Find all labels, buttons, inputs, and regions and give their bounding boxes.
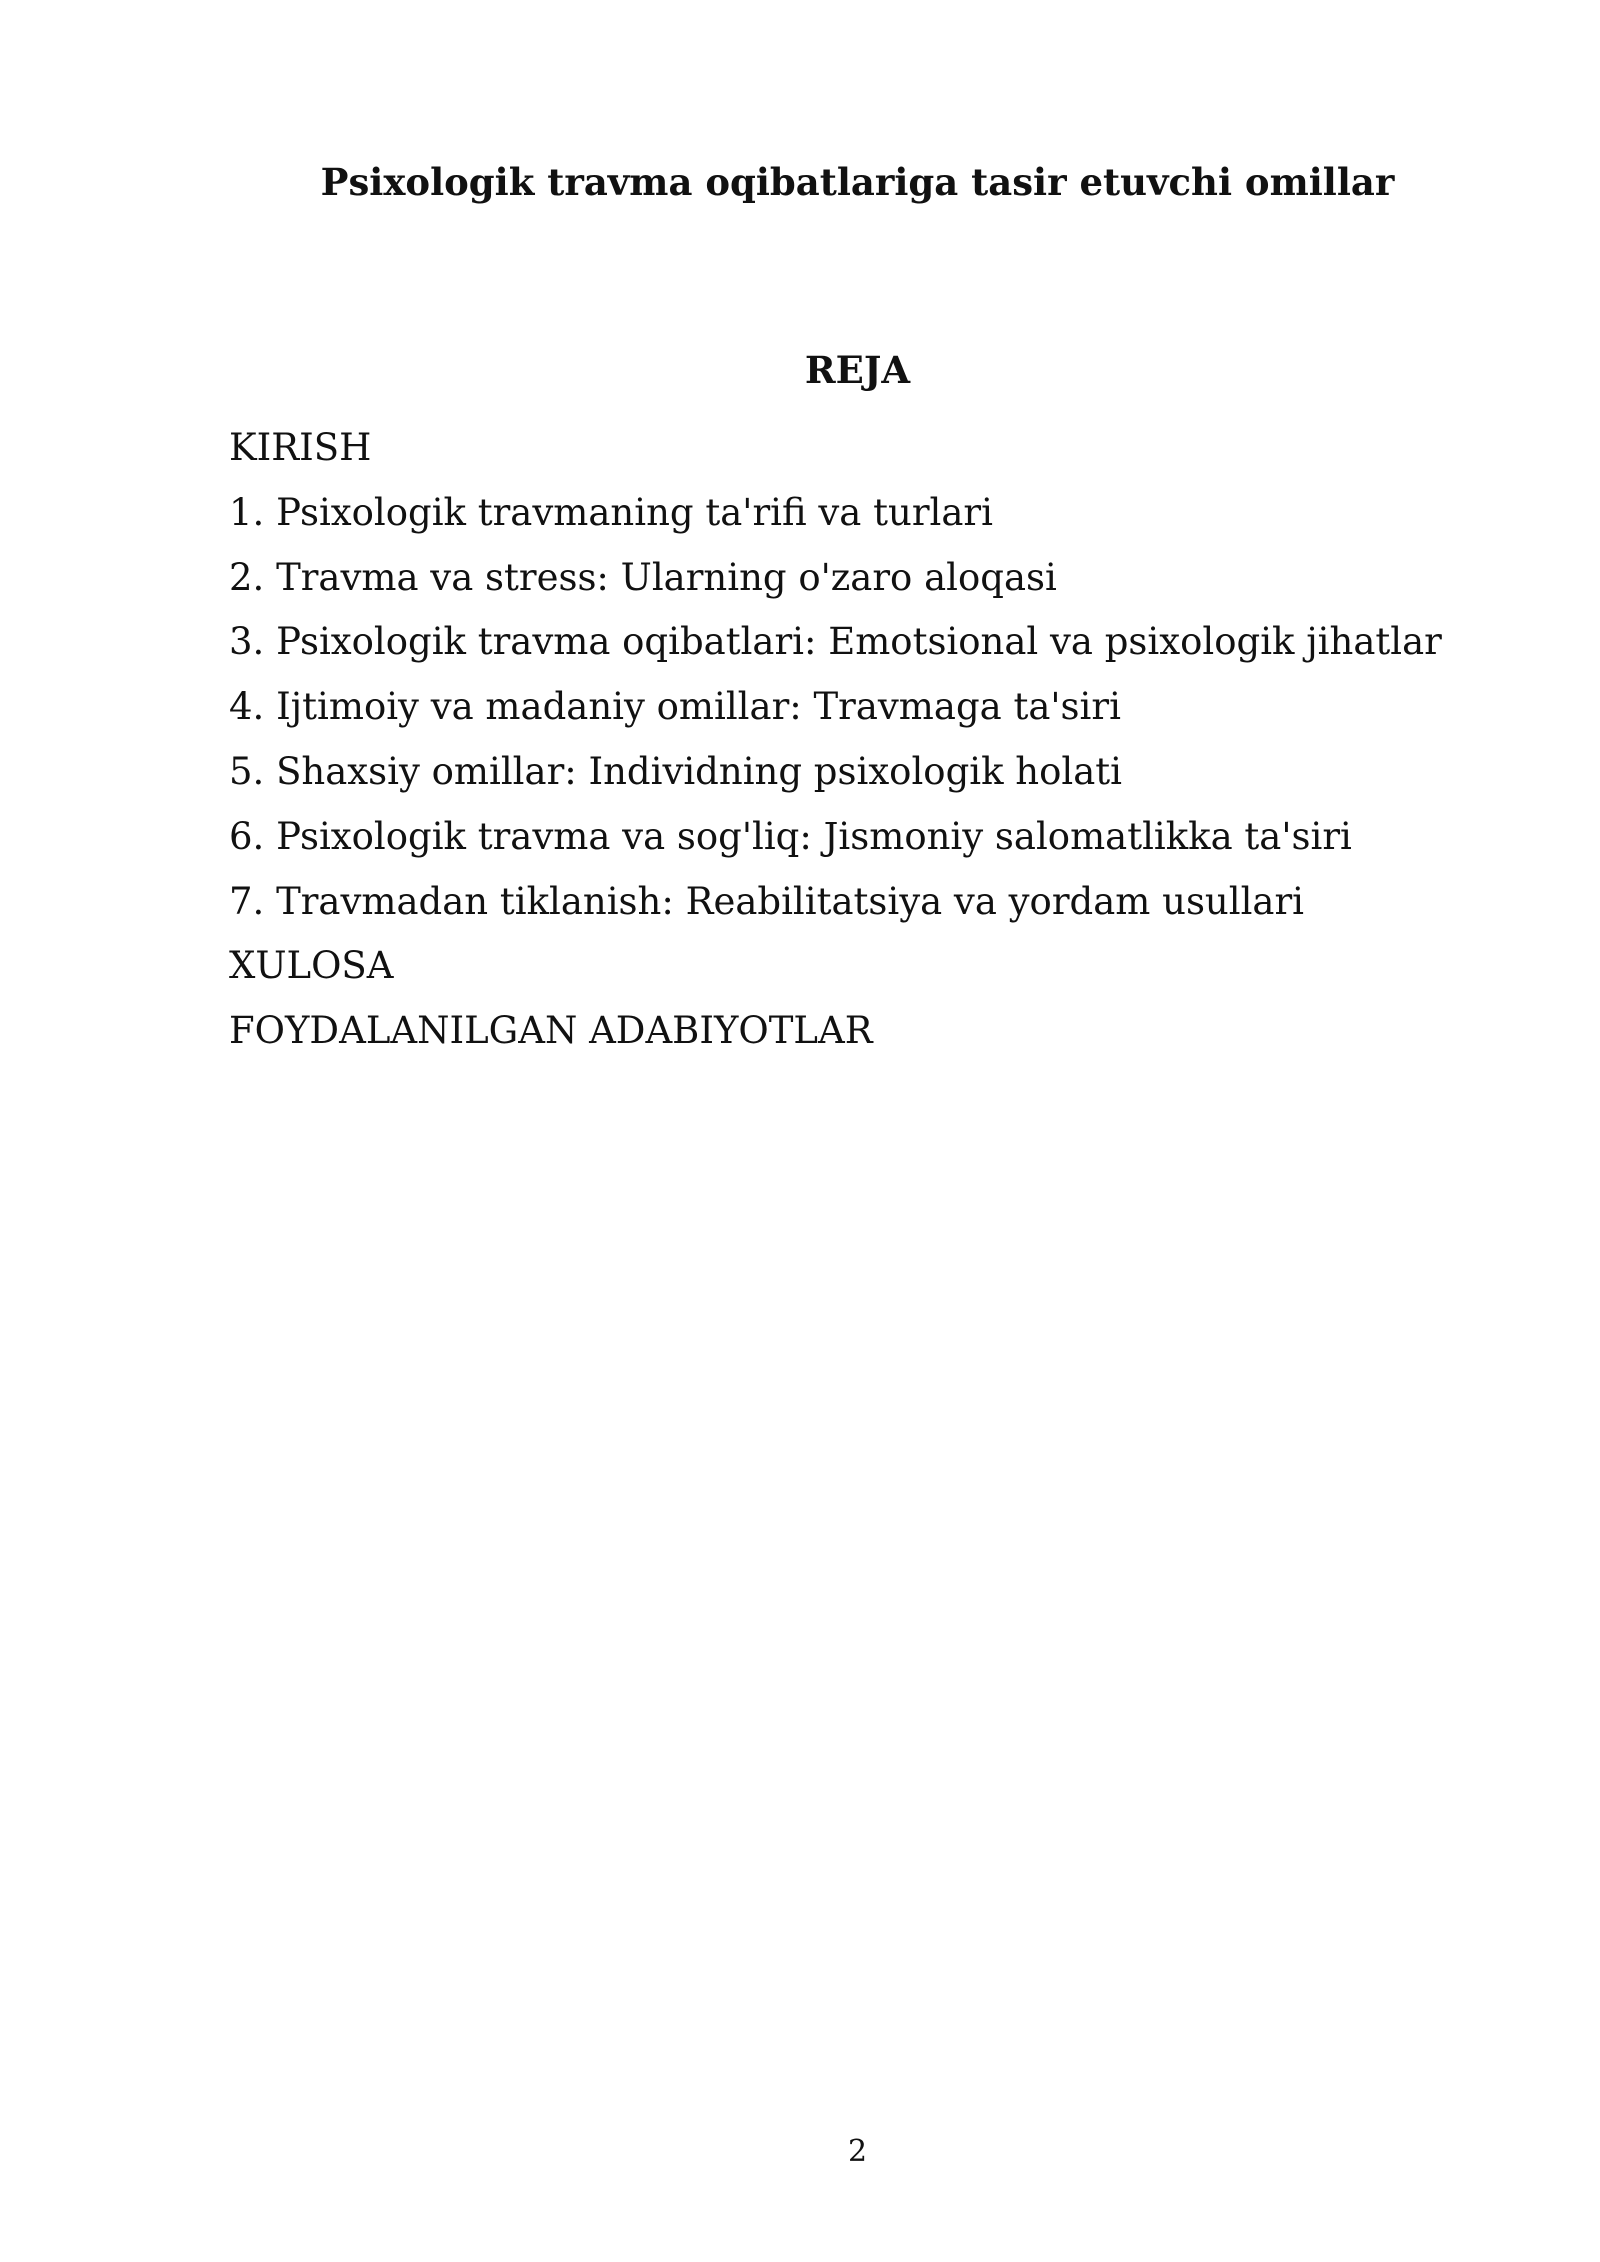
plan-item-references: FOYDALANILGAN ADABIYOTLAR [229, 1009, 873, 1053]
plan-item-6: 6. Psixologik travma va sog'liq: Jismoniy salomatlikka ta'siri [229, 814, 1352, 858]
plan-item-1: 1. Psixologik travmaning ta'rifi va turlari [229, 490, 993, 534]
plan-item-5: 5. Shaxsiy omillar: Individning psixologik holati [229, 749, 1122, 793]
plan-item-introduction: KIRISH [229, 426, 372, 469]
plan-item-3: 3. Psixologik travma oqibatlari: Emotsional va psixologik jihatlar [229, 620, 1442, 664]
plan-item-2: 2. Travma va stress: Ularning o'zaro aloqasi [229, 555, 1057, 599]
plan-list [229, 416, 1529, 1064]
plan-heading: REJA [804, 348, 911, 392]
plan-item-7: 7. Travmadan tiklanish: Reabilitatsiya va yordam usullari [229, 879, 1305, 923]
plan-item-conclusion: XULOSA [229, 944, 394, 988]
plan-item-4: 4. Ijtimoiy va madaniy omillar: Travmaga ta'siri [229, 685, 1121, 729]
page-number: 2 [847, 2134, 868, 2169]
document-title: Psixologik travma oqibatlariga tasir etuvchi omillar [320, 160, 1395, 204]
